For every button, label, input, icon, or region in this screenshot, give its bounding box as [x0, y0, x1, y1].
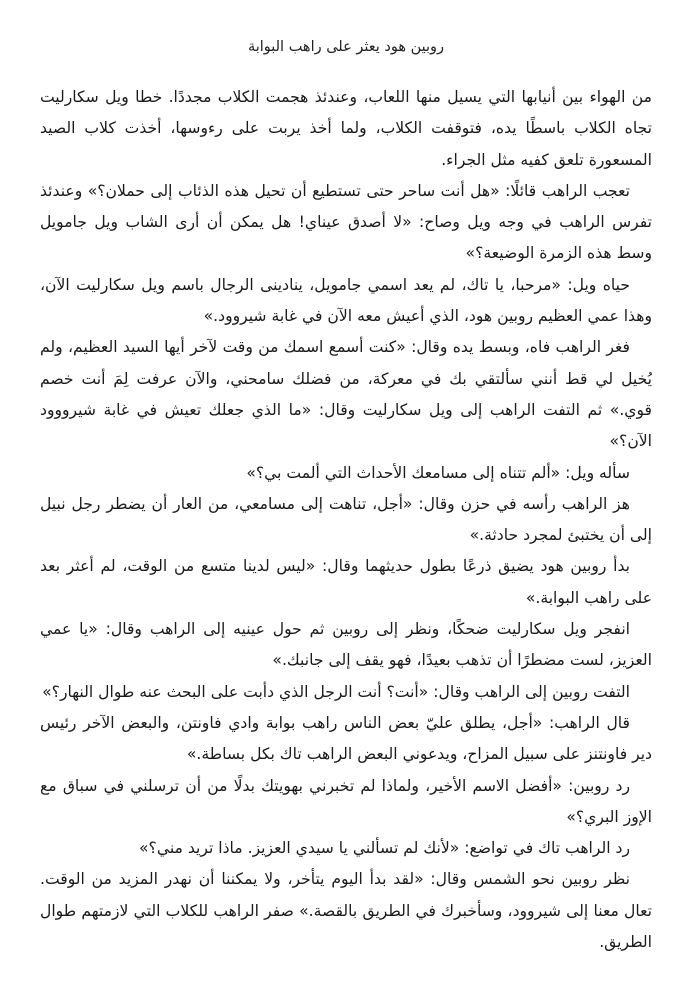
- paragraph: هز الراهب رأسه في حزن وقال: «أجل، تناهت إلى مسامعي، من العار أن يضطر رجل نبيل إلى أن يختبئ لمجرد حادثة.»: [40, 494, 652, 545]
- body-text: [40, 82, 652, 958]
- paragraph: رد روبين: «أفضل الاسم الأخير، ولماذا لم تخبرني بهويتك بدلًا من أن ترسلني في سباق مع الإوز البري؟»: [40, 776, 652, 826]
- paragraph: قال الراهب: «أجل، يطلق عليّ بعض الناس راهب بوابة وادي فاونتن، والبعض الآخر رئيس دير فاونتنز على سبيل المزاح، ويدعوني البعض الراهب تاك بكل بساطة.»: [40, 713, 652, 764]
- paragraph: نظر روبين نحو الشمس وقال: «لقد بدأ اليوم يتأخر، ولا يمكننا أن نهدر المزيد من الوقت. تعال معنا إلى شيروود، وسأخبرك في الطريق بالقصة.» صفر الراهب للكلاب التي لازمتهم طوال الطريق.: [40, 870, 652, 952]
- paragraph: التفت روبين إلى الراهب وقال: «أنت؟ أنت الرجل الذي دأبت على البحث عنه طوال النهار؟»: [42, 682, 630, 701]
- paragraph: فغر الراهب فاه، وبسط يده وقال: «كنت أسمع اسمك من وقت لآخر أيها السيد العظيم، ولم يُخيل لي قط أنني سألتقي بك في معركة، من فضلك سامحني، والآن عرفت لِمَ أنت خصم قوي.» ثم التفت الراهب إلى ويل سكارليت وقال: «ما الذي جعلك تعيش في غابة شيرووود الآن؟»: [40, 338, 652, 451]
- paragraph: حياه ويل: «مرحبا، يا تاك، لم يعد اسمي جامويل، ينادينى الرجال باسم ويل سكارليت الآن، وهذا عمي العظيم روبين هود، الذي أعيش معه الآن في غابة شيروود.»: [40, 275, 652, 326]
- paragraph: سأله ويل: «ألم تتناه إلى مسامعك الأحداث التي ألمت بي؟»: [246, 463, 630, 482]
- paragraph: من الهواء بين أنيابها التي يسيل منها اللعاب، وعندئذ هجمت الكلاب مجددًا. خطا ويل سكارليت تجاه الكلاب باسطًا يده، فتوقفت الكلاب، ولما أخذ يربت على رءوسها، أخذت كلاب الصيد المسعورة تلعق كفيه مثل الجراء.: [40, 88, 652, 169]
- paragraph: تعجب الراهب قائلًا: «هل أنت ساحر حتى تستطيع أن تحيل هذه الذئاب إلى حملان؟» وعندئذ تفرس الراهب في وجه ويل وصاح: «لا أصدق عيناي! هل يمكن أن أرى الشاب ويل جامويل وسط هذه الزمرة الوضيعة؟»: [40, 181, 652, 263]
- paragraph: بدأ روبين هود يضيق ذرعًا بطول حديثهما وقال: «ليس لدينا متسع من الوقت، لم أعثر بعد على راهب البوابة.»: [40, 557, 652, 607]
- paragraph: رد الراهب تاك في تواضع: «لأنك لم تسألني يا سيدي العزيز. ماذا تريد مني؟»: [139, 839, 630, 858]
- running-header: روبين هود يعثر على راهب البوابة: [247, 39, 445, 55]
- paragraph: انفجر ويل سكارليت ضحكًا، ونظر إلى روبين ثم حول عينيه إلى الراهب وقال: «يا عمي العزيز، لست مضطرًا أن تذهب بعيدًا، فهو يقف إلى جانبك.»: [40, 620, 652, 670]
